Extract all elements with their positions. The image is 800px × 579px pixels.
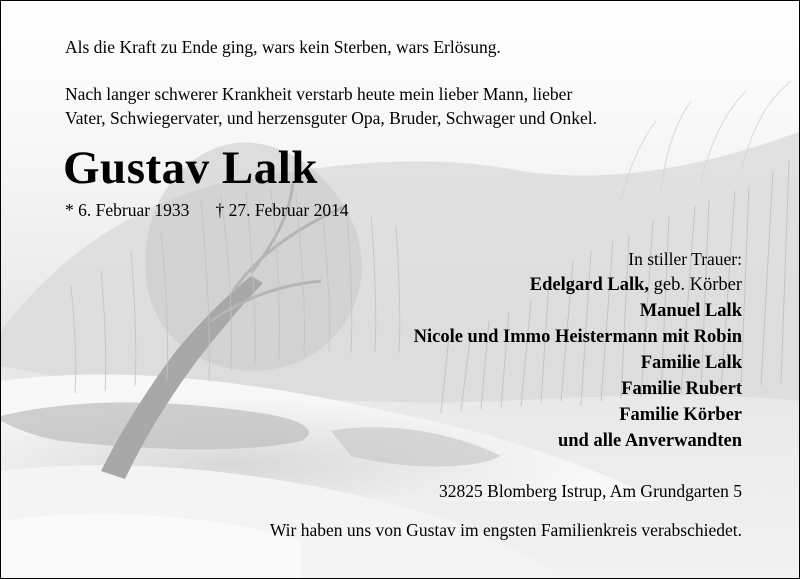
mourner-suffix: geb. Körber (649, 275, 742, 295)
deceased-name: Gustav Lalk (63, 142, 318, 194)
farewell-line: Wir haben uns von Gustav im engsten Familienkreis verabschiedet. (269, 520, 742, 540)
mourner-entry: Familie Rubert (621, 379, 742, 399)
life-dates (65, 200, 349, 221)
mourner-entry: Manuel Lalk (639, 301, 742, 321)
announcement-line-1: Nach langer schwerer Krankheit verstarb heute mein lieber Mann, lieber (65, 84, 573, 104)
mourner-name: Edelgard Lalk, (529, 275, 650, 295)
death-date: † 27. Februar 2014 (215, 200, 349, 220)
mourners-list (414, 246, 742, 454)
address-line: 32825 Blomberg Istrup, Am Grundgarten 5 (439, 481, 742, 501)
announcement-line-2: Vater, Schwiegervater, und herzensguter Opa, Bruder, Schwager und Onkel. (65, 108, 597, 128)
mourner-entry (414, 272, 742, 298)
birth-date: * 6. Februar 1933 (65, 200, 190, 220)
motto-line: Als die Kraft zu Ende ging, wars kein Sterben, wars Erlösung. (65, 37, 501, 57)
announcement-text (65, 82, 765, 130)
mourner-entry: Familie Körber (619, 405, 742, 425)
mourning-intro: In stiller Trauer: (628, 249, 742, 269)
mourner-entry: und alle Anverwandten (557, 431, 742, 451)
mourner-entry: Nicole und Immo Heistermann mit Robin (413, 327, 742, 347)
mourner-entry: Familie Lalk (640, 353, 742, 373)
